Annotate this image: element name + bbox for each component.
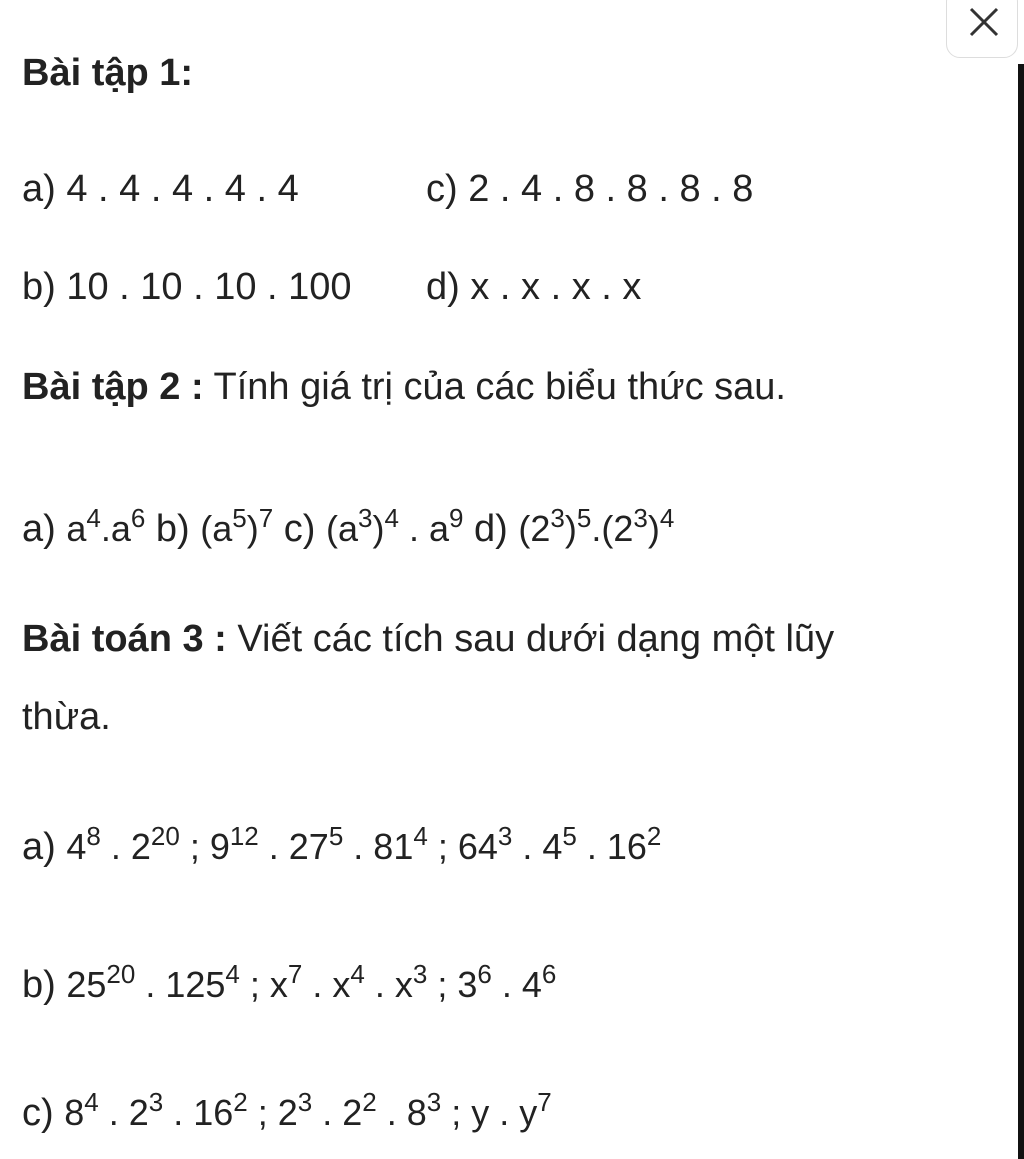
exercise-3-title: Bài toán 3 : bbox=[22, 618, 227, 660]
exercise-1-row-1 bbox=[22, 170, 753, 208]
exercise-1-row-2 bbox=[22, 268, 641, 306]
exercise-2-item-c: c) $(a^3)^4$ . $a^9$ bbox=[283, 503, 464, 550]
close-icon bbox=[969, 7, 999, 37]
exercise-2-item-b: b) $(a^5)^7$ bbox=[155, 503, 274, 550]
exercise-3-item-c: c) $8^4$ . $2^3$ . $16^2$ ; $2^3$ . $2^2$ . $8^3$ ; y . $y^7$ bbox=[22, 1087, 552, 1134]
exercise-1-item-d: d) x . x . x . x bbox=[426, 266, 642, 308]
exercise-1-title: Bài tập 1: bbox=[22, 52, 194, 94]
exercise-2-heading bbox=[22, 368, 786, 406]
scrollbar[interactable] bbox=[1018, 64, 1024, 1159]
close-button[interactable] bbox=[946, 0, 1018, 58]
exercise-1-item-a: a) 4 . 4 . 4 . 4 . 4 bbox=[22, 168, 299, 210]
exercise-2-item-d: d) $(2^3)^5.(2^3)^4$ bbox=[474, 503, 675, 550]
exercise-3-item-b: b) $25^{20}$ . $125^4$ ; $x^7$ . $x^4$ . $x^3$ ; $3^6$ . $4^6$ bbox=[22, 959, 557, 1006]
exercise-3-heading bbox=[22, 620, 834, 658]
exercise-1-item-b: b) 10 . 10 . 10 . 100 bbox=[22, 266, 352, 308]
exercise-1-item-c: c) 2 . 4 . 8 . 8 . 8 . 8 bbox=[426, 168, 754, 210]
exercise-2-description: Tính giá trị của các biểu thức sau. bbox=[203, 366, 786, 408]
exercise-2-items bbox=[22, 503, 675, 550]
exercise-2-title: Bài tập 2 : bbox=[22, 366, 204, 408]
exercise-3-description: Viết các tích sau dưới dạng một lũy bbox=[226, 618, 835, 660]
exercise-2-item-a: a) $a^4.a^6$ bbox=[22, 503, 146, 550]
exercise-3-description-cont: thừa. bbox=[22, 696, 111, 738]
exercise-3-item-a: a) $4^8$ . $2^{20}$ ; $9^{12}$ . $27^5$ . $81^4$ ; $64^3$ . $4^5$ . $16^2$ bbox=[22, 821, 662, 868]
